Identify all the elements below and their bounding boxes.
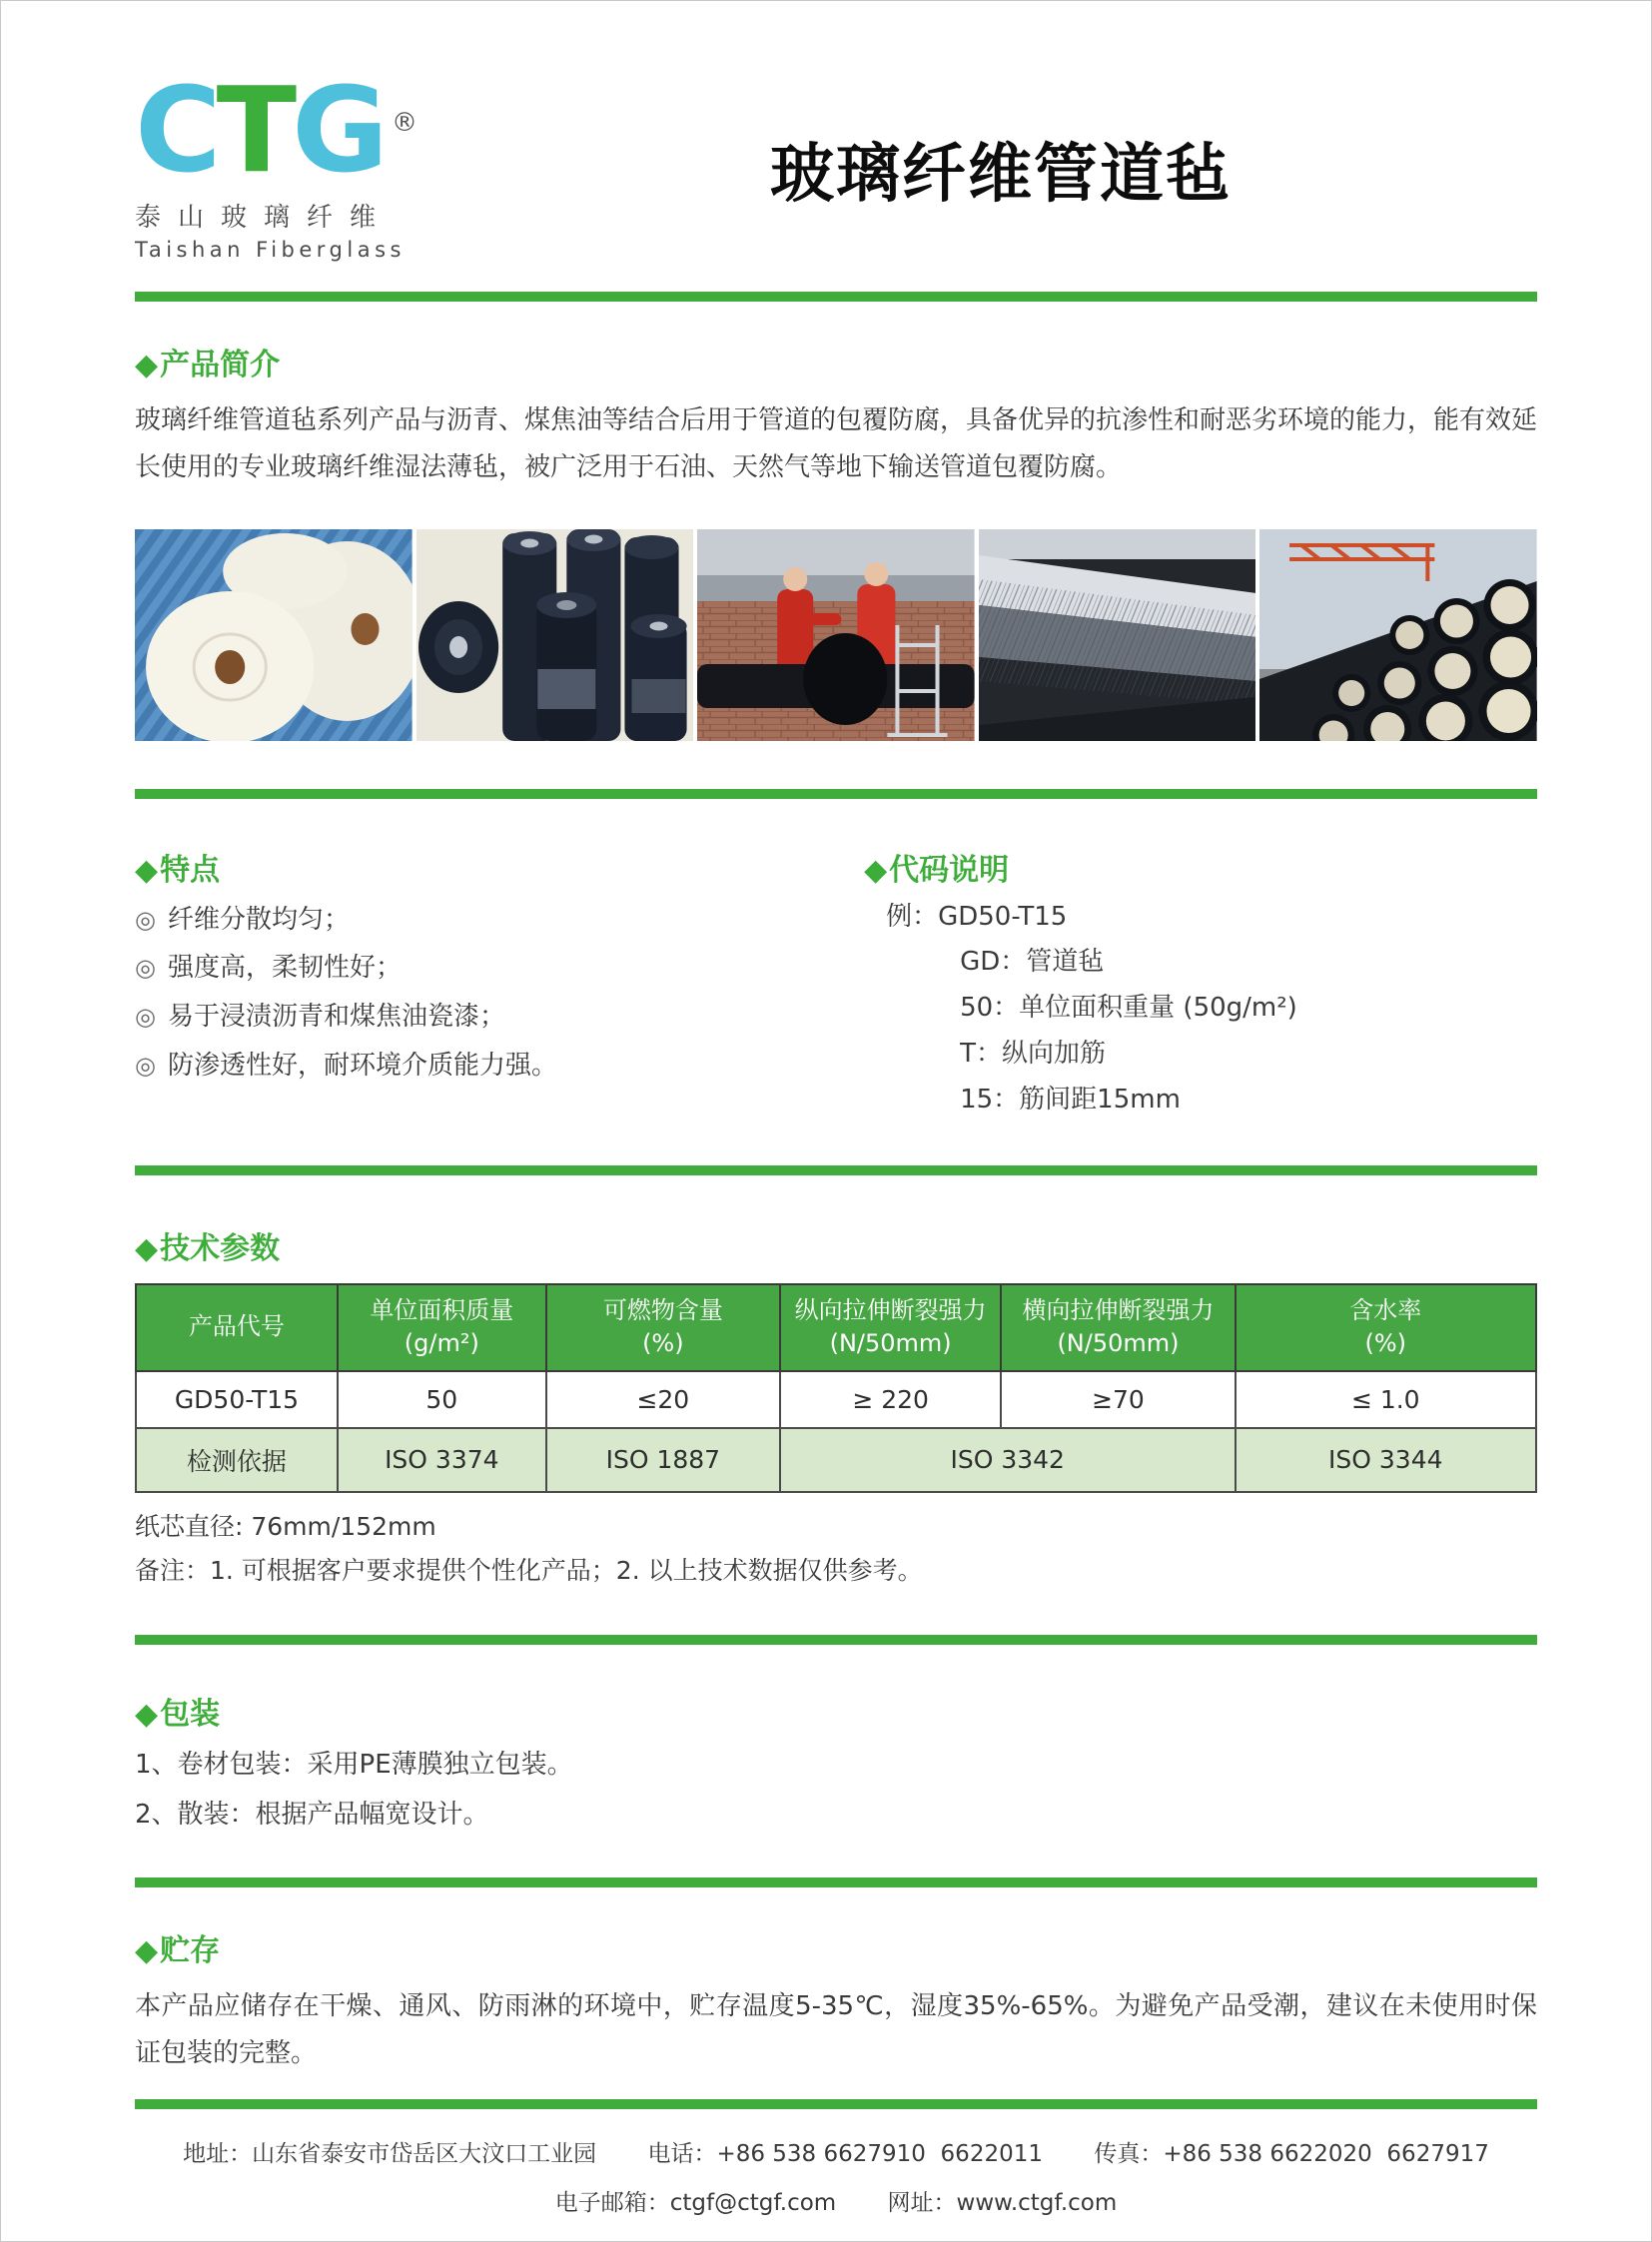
storage-heading-label: 贮存 (160, 1933, 221, 1969)
logo-letter-g: G (292, 61, 384, 199)
photo-workers-wrapping-pipe (697, 529, 975, 741)
feature-item (135, 952, 864, 986)
col-header-longitudinal-strength: 纵向拉伸断裂强力 (N/50mm) (780, 1284, 1002, 1371)
section-code-explanation (864, 853, 1537, 1129)
feature-bullet-icon: ◎ (135, 954, 156, 983)
page-footer (135, 2135, 1537, 2217)
code-example-label: 例： (886, 901, 939, 932)
footer-phone-value: +86 538 6627910 6622011 (716, 2140, 1043, 2167)
test-basis-cell: ISO 3342 (780, 1428, 1236, 1492)
section-diamond-icon: ◆ (135, 1933, 159, 1969)
col-header-transverse-strength: 横向拉伸断裂强力 (N/50mm) (1001, 1284, 1235, 1371)
specs-value-row (136, 1371, 1536, 1428)
code-line (960, 1084, 1537, 1118)
features-heading (135, 853, 864, 889)
code-key: T： (960, 1038, 1002, 1069)
feature-item (135, 1050, 864, 1084)
divider-bar (135, 1165, 1537, 1175)
code-key: 50： (960, 993, 1020, 1024)
spec-moisture-content: ≤ 1.0 (1236, 1371, 1536, 1428)
logo-letter-c: C (135, 61, 217, 199)
features-heading-label: 特点 (160, 852, 221, 888)
test-basis-cell: ISO 3344 (1236, 1428, 1536, 1492)
code-key: 15： (960, 1084, 1020, 1115)
code-value: 纵向加筋 (1001, 1038, 1106, 1069)
code-line (960, 946, 1537, 980)
footer-website-label: 网址： (887, 2189, 957, 2216)
feature-text: 防渗透性好，耐环境介质能力强。 (167, 1050, 557, 1081)
photo-white-fiberglass-rolls (135, 529, 413, 741)
spec-combustible-content: ≤20 (546, 1371, 780, 1428)
registered-mark-icon: ® (391, 107, 417, 138)
code-line (960, 992, 1537, 1026)
section-packaging (135, 1697, 1537, 1833)
feature-bullet-icon: ◎ (135, 905, 156, 934)
footer-email-value: ctgf@ctgf.com (669, 2189, 837, 2216)
feature-bullet-icon: ◎ (135, 1003, 156, 1032)
specs-heading-label: 技术参数 (160, 1230, 281, 1266)
footer-fax-value: +86 538 6622020 6627917 (1163, 2140, 1489, 2167)
intro-heading-label: 产品简介 (160, 348, 281, 382)
brand-name-cn: 泰山玻璃纤维 (135, 203, 394, 233)
feature-text: 纤维分散均匀； (167, 904, 350, 935)
footer-phone-label: 电话： (647, 2140, 717, 2167)
feature-bullet-icon: ◎ (135, 1051, 156, 1080)
note-remark: 备注：1. 可根据客户要求提供个性化产品；2. 以上技术数据仅供参考。 (135, 1555, 923, 1585)
photo-wrapped-pipeline (979, 529, 1256, 741)
feature-text: 强度高，柔韧性好； (167, 953, 402, 984)
specs-header-row (136, 1284, 1536, 1371)
footer-phone (647, 2141, 1043, 2167)
divider-bar (135, 1635, 1537, 1645)
section-diamond-icon: ◆ (135, 348, 159, 382)
divider-bar (135, 789, 1537, 799)
section-storage (135, 1933, 1537, 2077)
page-header (135, 1, 1537, 262)
packaging-heading (135, 1697, 1537, 1733)
section-diamond-icon: ◆ (135, 1696, 159, 1732)
packaging-item: 1、卷材包装：采用PE薄膜独立包装。 (135, 1749, 573, 1780)
section-diamond-icon: ◆ (135, 1230, 159, 1266)
section-diamond-icon: ◆ (864, 852, 888, 888)
specs-table (135, 1283, 1537, 1493)
divider-bar (135, 1877, 1537, 1887)
col-header-product-code: 产品代号 (136, 1284, 338, 1371)
footer-contact-line (135, 2135, 1537, 2168)
page-title: 玻璃纤维管道毡 (770, 138, 1232, 212)
product-photo-strip (135, 529, 1537, 741)
code-line (960, 1038, 1537, 1072)
feature-item (135, 904, 864, 938)
footer-website (888, 2190, 1118, 2216)
divider-bar (135, 292, 1537, 302)
col-header-area-weight: 单位面积质量 (g/m²) (338, 1284, 546, 1371)
brand-name-en: Taishan Fiberglass (135, 238, 406, 262)
section-features (135, 853, 864, 1129)
codes-heading (864, 853, 1537, 889)
specs-heading (135, 1231, 1537, 1267)
photo-black-mat-rolls (416, 529, 694, 741)
code-example (886, 901, 1537, 935)
code-value: 筋间距15mm (1019, 1084, 1181, 1115)
section-technical-parameters (135, 1231, 1537, 1587)
intro-body: 玻璃纤维管道毡系列产品与沥青、煤焦油等结合后用于管道的包覆防腐，具备优异的抗渗性和耐恶劣环境的能力，能有效延长使用的专业玻璃纤维湿法薄毡，被广泛用于石油、天然气等地下输送管道包覆防腐。 (135, 405, 1538, 482)
code-value: 单位面积重量 (50g/m²) (1019, 993, 1297, 1024)
storage-body: 本产品应储存在干燥、通风、防雨淋的环境中，贮存温度5-35℃，湿度35%-65%。为避免产品受潮，建议在未使用时保证包装的完整。 (135, 1991, 1537, 2069)
storage-heading (135, 1933, 1537, 1969)
code-key: GD： (960, 947, 1027, 978)
section-diamond-icon: ◆ (135, 852, 159, 888)
footer-email-label: 电子邮箱： (554, 2189, 670, 2216)
packaging-heading-label: 包装 (160, 1696, 221, 1732)
logo-letter-t: T (216, 61, 293, 199)
footer-fax-label: 传真： (1094, 2140, 1164, 2167)
brand-logo (135, 61, 464, 262)
spec-longitudinal-strength: ≥ 220 (780, 1371, 1002, 1428)
packaging-item: 2、散装：根据产品幅宽设计。 (135, 1799, 489, 1830)
code-value: 管道毡 (1026, 947, 1105, 978)
footer-website-value: www.ctgf.com (956, 2189, 1118, 2216)
note-core-diameter: 纸芯直径: 76mm/152mm (135, 1511, 436, 1541)
ctg-logo (135, 61, 464, 199)
section-product-intro (135, 348, 1537, 491)
spec-transverse-strength: ≥70 (1001, 1371, 1235, 1428)
feature-text: 易于浸渍沥青和煤焦油瓷漆； (167, 1002, 505, 1033)
test-basis-cell: ISO 3374 (338, 1428, 546, 1492)
spec-product-code: GD50-T15 (136, 1371, 338, 1428)
footer-web-line (135, 2184, 1537, 2217)
footer-address-value: 山东省泰安市岱岳区大汶口工业园 (252, 2140, 597, 2167)
footer-address (183, 2141, 596, 2167)
intro-heading (135, 348, 1537, 383)
codes-heading-label: 代码说明 (889, 852, 1010, 888)
test-basis-cell: ISO 1887 (546, 1428, 780, 1492)
footer-fax (1094, 2141, 1489, 2167)
photo-stacked-coated-pipes (1259, 529, 1537, 741)
footer-email (555, 2190, 836, 2216)
specs-test-basis-row (136, 1428, 1536, 1492)
footer-address-label: 地址： (183, 2140, 253, 2167)
feature-item (135, 1001, 864, 1035)
col-header-combustible-content: 可燃物含量 (%) (546, 1284, 780, 1371)
col-header-moisture-content: 含水率 (%) (1236, 1284, 1536, 1371)
code-example-value: GD50-T15 (938, 901, 1068, 932)
divider-bar (135, 2099, 1537, 2109)
test-basis-label: 检测依据 (136, 1428, 338, 1492)
spec-area-weight: 50 (338, 1371, 546, 1428)
